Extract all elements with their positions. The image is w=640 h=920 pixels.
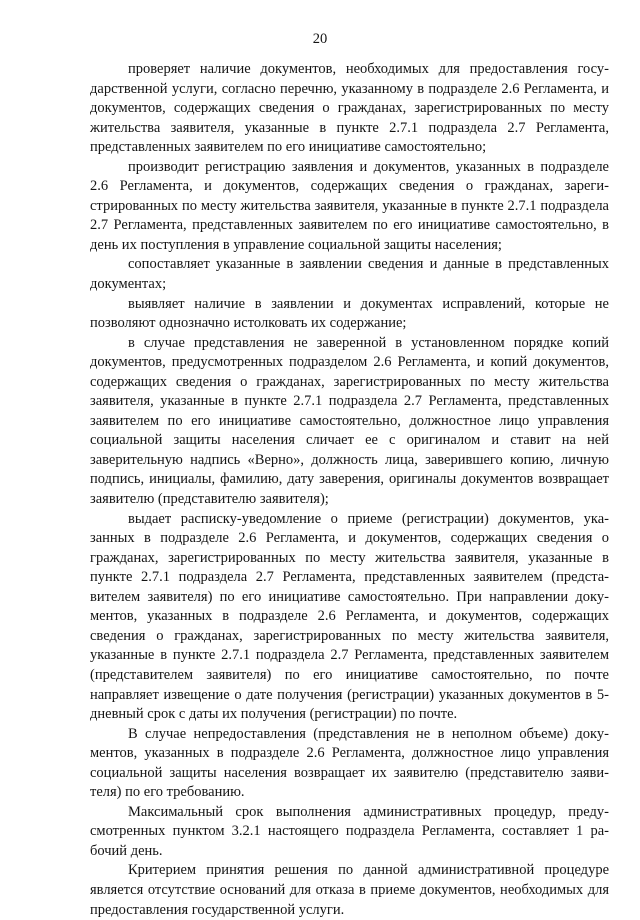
paragraph-compare-data: сопоставляет указанные в заявлении сведения и данные в представленных документах;	[90, 256, 609, 293]
paragraph-return-documents: В случае непредоставления (представления не в неполном объеме) документов, указанных в подразделе 2.6 Регламента, должностное лицо управления социальной защиты населения возвращает их заявителю (представителю заявителя) по его требованию.	[90, 725, 609, 801]
page-number: 20	[312, 31, 328, 47]
body-text	[90, 60, 609, 920]
paragraph-check-documents: проверяет наличие документов, необходимых для предоставления государственной услуги, согласно перечню, указанному в подразделе 2.6 Регламента, и документов, содержащих сведения о гражданах, зарегистрированных по месту жительства заявителя, указанные в пункте 2.7.1 подраздела 2.7 Регламента, представленных заявителем по его инициативе самостоятельно;	[90, 61, 609, 156]
paragraph-register-application: производит регистрацию заявления и документов, указанных в подразделе 2.6 Регламента, и документов, содержащих сведения о гражданах, зарегистрированных по месту жительства заявителя, указанные в пункте 2.7.1 подраздела 2.7 Регламента, представленных заявителем по его инициативе самостоятельно, в день их поступления в управление социальной защиты населения;	[90, 158, 609, 253]
paragraph-detect-corrections: выявляет наличие в заявлении и документах исправлений, которые не позволяют однозначно истолковать их содержание;	[90, 295, 609, 332]
paragraph-certify-copies: в случае представления не заверенной в установленном порядке копий документов, предусмотренных подразделом 2.6 Регламента, и копий документов, содержащих сведения о гражданах, зарегистрированных по месту жительства заявителя, указанные в пункте 2.7.1 подраздела 2.7 Регламента, представленных заявителем по его инициативе самостоятельно, должностное лицо управления социальной защиты населения сличает ее с оригиналом и ставит на ней заверительную надпись «Верно», должность лица, заверившего копию, личную подпись, инициалы, фамилию, дату заверения, оригиналы документов возвращает заявителю (представителю заявителя);	[90, 334, 609, 508]
paragraph-maximum-term: Максимальный срок выполнения административных процедур, предусмотренных пунктом 3.2.1 настоящего подраздела Регламента, составляет 1 рабочий день.	[90, 803, 609, 859]
paragraph-decision-criterion: Критерием принятия решения по данной административной процедуре является отсутствие оснований для отказа в приеме документов, необходимых для предоставления государственной услуги.	[90, 862, 609, 918]
paragraph-issue-receipt: выдает расписку-уведомление о приеме (регистрации) документов, указанных в подразделе 2.6 Регламента, и документов, содержащих сведения о гражданах, зарегистрированных по месту жительства заявителя, указанные в пункте 2.7.1 подраздела 2.7 Регламента, представленных заявителем (представителем заявителя) по его инициативе самостоятельно. При направлении документов, указанных в подразделе 2.6 Регламента, и документов, содержащих сведения о гражданах, зарегистрированных по месту жительства заявителя, указанные в пункте 2.7.1 подраздела 2.7 Регламента, представленных заявителем (представителем заявителя) по его инициативе самостоятельно, по почте направляет извещение о дате получения (регистрации) указанных документов в 5-дневный срок с даты их получения (регистрации) по почте.	[90, 510, 609, 723]
